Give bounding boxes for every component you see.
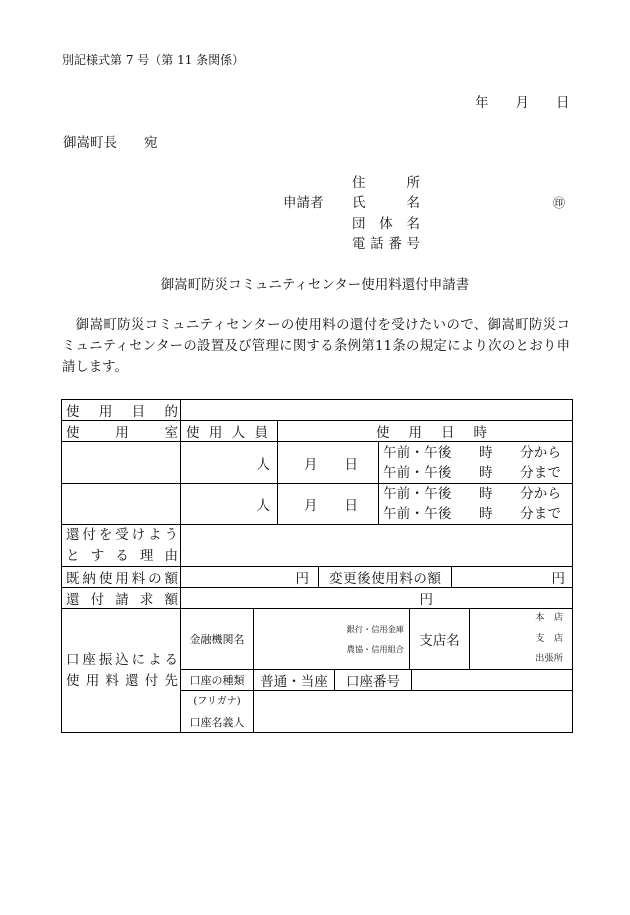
holder-name-field (253, 690, 573, 733)
time-from-2: 午前・午後 時 分から (383, 486, 561, 502)
bank-label-cell (180, 608, 254, 670)
branch-type-3: 出張所 (535, 653, 563, 665)
changed-fee-label-cell (318, 566, 452, 588)
form-reference: 別記様式第 7 号（第 11 条関係） (62, 53, 245, 67)
refund-label-cell (61, 587, 181, 609)
phone-label: 電 話 番 号 (352, 236, 420, 252)
people-unit-2: 人 (256, 498, 270, 514)
intro-line-3: 請します。 (62, 360, 128, 375)
changed-fee-label: 変更後使用料の額 (329, 571, 441, 587)
transfer-label-cell (61, 608, 181, 733)
paid-fee-unit: 円 (295, 571, 309, 587)
changed-fee-field (451, 566, 573, 588)
reason-label-cell (61, 524, 181, 567)
document-title: 御嵩町防災コミュニティセンター使用料還付申請書 (160, 277, 470, 293)
refund-field (180, 587, 573, 609)
bank-name-field (253, 608, 410, 670)
people-field-1 (180, 441, 278, 484)
addressee: 御嵩町長 宛 (63, 135, 158, 151)
account-type-options: 普通・当座 (260, 674, 328, 690)
branch-type-2: 支 店 (535, 632, 563, 644)
date-text-1: 月 日 (304, 456, 358, 473)
people-label-cell (180, 420, 278, 442)
holder-label-cell (180, 690, 254, 733)
reason-label-line-1: 還付を受けよう (66, 526, 178, 543)
refund-unit: 円 (419, 592, 433, 608)
date-line: 年 月 日 (475, 95, 570, 111)
time-field-1 (378, 441, 573, 484)
holder-name-label: 口座名義人 (189, 715, 245, 729)
date-field-2 (277, 483, 379, 525)
date-field-1 (277, 441, 379, 484)
transfer-label-line-2: 使 用 料 還 付 先 (66, 672, 178, 689)
account-type-field (253, 669, 335, 691)
intro-line-1: 御嵩町防災コミュニティセンターの使用料の還付を受けたいので、御嵩町防災コ (62, 318, 570, 333)
purpose-field (180, 399, 573, 421)
transfer-label-line-1: 口座振込による (66, 651, 178, 668)
applicant-role-label: 申請者 (283, 195, 324, 211)
people-label: 使 用 人 員 (186, 425, 268, 441)
holder-furigana-label: (フリガナ) (193, 695, 241, 707)
seal-icon: ㊞ (553, 196, 566, 210)
room-label: 使 用 室 (66, 425, 178, 441)
people-field-2 (180, 483, 278, 525)
purpose-label-cell (61, 399, 181, 421)
branch-label-cell (409, 608, 470, 670)
branch-name-field (469, 608, 573, 670)
paid-fee-label: 既納使用料の額 (66, 571, 178, 587)
account-number-field (411, 669, 573, 691)
address-label: 住 所 (352, 175, 420, 191)
account-type-label: 口座の種類 (189, 674, 245, 687)
organization-label: 団 体 名 (352, 216, 420, 232)
time-field-2 (378, 483, 573, 525)
room-field-2 (61, 483, 181, 525)
room-label-cell (61, 420, 181, 442)
time-to-1: 午前・午後 時 分まで (383, 464, 561, 481)
room-field-1 (61, 441, 181, 484)
paid-fee-label-cell (61, 566, 181, 588)
bank-type-1: 銀行・信用金庫 (346, 624, 404, 634)
bank-label: 金融機関名 (189, 633, 245, 646)
intro-line-2: ミュニティセンターの設置及び管理に関する条例第11条の規定により次のとおり申 (62, 339, 570, 354)
bank-type-2: 農協・信用組合 (346, 644, 404, 654)
people-unit-1: 人 (256, 456, 270, 473)
purpose-label: 使 用 目 的 (66, 404, 178, 420)
datetime-label: 使 用 日 時 (376, 425, 487, 441)
datetime-label-cell (277, 420, 573, 442)
refund-label: 還 付 請 求 額 (66, 592, 178, 608)
changed-fee-unit: 円 (551, 571, 565, 587)
reason-field (180, 524, 573, 567)
branch-label: 支店名 (419, 633, 460, 649)
time-to-2: 午前・午後 時 分まで (383, 506, 561, 522)
branch-type-1: 本 店 (535, 612, 563, 624)
account-number-label-cell (334, 669, 412, 691)
account-type-label-cell (180, 669, 254, 691)
name-label: 氏 名 (352, 195, 420, 211)
account-number-label: 口座番号 (346, 674, 400, 690)
paid-fee-field (180, 566, 319, 588)
date-text-2: 月 日 (304, 498, 358, 514)
reason-label-line-2: と す る 理 由 (66, 547, 178, 564)
time-from-1: 午前・午後 時 分から (383, 444, 561, 461)
